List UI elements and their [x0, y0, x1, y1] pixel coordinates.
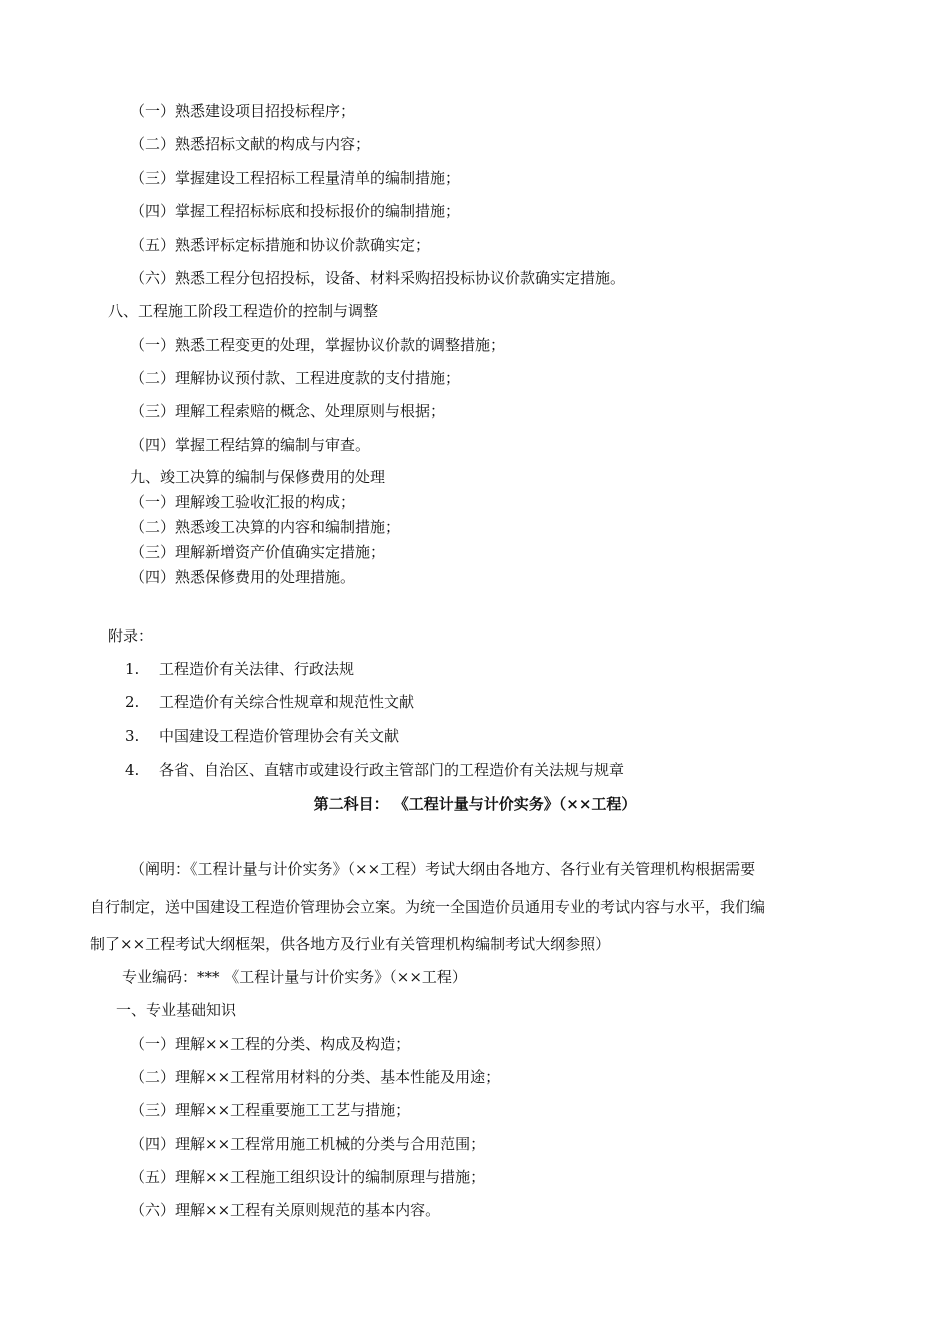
subject2-section1-item-6: （六）理解××工程有关原则规范的基本内容。 [130, 1201, 441, 1219]
subject2-section1-heading: 一、专业基础知识 [116, 1001, 237, 1019]
section7-item-3: （三）掌握建设工程招标工程量清单的编制措施； [130, 169, 461, 187]
appendix-item-2 [125, 692, 414, 712]
section8-item-1: （一）熟悉工程变更的处理，掌握协议价款的调整措施； [130, 336, 506, 354]
appendix-item-1 [125, 659, 354, 679]
appendix-item-text: 各省、自治区、直辖市或建设行政主管部门的工程造价有关法规与规章 [159, 761, 625, 779]
subject2-section1-item-1: （一）理解××工程的分类、构成及构造； [130, 1035, 411, 1053]
subject2-section1-item-3: （三）理解××工程重要施工工艺与措施； [130, 1101, 411, 1119]
subject2-code-line: 专业编码：*** 《工程计量与计价实务》（××工程） [122, 968, 467, 986]
section7-item-5: （五）熟悉评标定标措施和协议价款确实定； [130, 236, 431, 254]
appendix-item-number: 1. [125, 660, 140, 678]
section7-item-1: （一）熟悉建设项目招投标程序； [130, 102, 356, 120]
appendix-item-text: 工程造价有关法律、行政法规 [159, 660, 355, 678]
section8-heading: 八、工程施工阶段工程造价的控制与调整 [108, 302, 379, 320]
subject2-section1-item-2: （二）理解××工程常用材料的分类、基本性能及用途； [130, 1068, 501, 1086]
section8-item-4: （四）掌握工程结算的编制与审查。 [130, 436, 371, 454]
section9-heading: 九、竣工决算的编制与保修费用的处理 [130, 468, 386, 486]
appendix-item-4 [125, 760, 624, 780]
section7-item-2: （二）熟悉招标文献的构成与内容； [130, 135, 371, 153]
subject2-note-line-1: （阐明：《工程计量与计价实务》（××工程）考试大纲由各地方、各行业有关管理机构根据需要 [130, 860, 756, 878]
appendix-item-3 [125, 726, 399, 746]
appendix-item-number: 2. [125, 693, 140, 711]
appendix-item-number: 3. [125, 727, 140, 745]
subject2-note-line-2: 自行制定，送中国建设工程造价管理协会立案。为统一全国造价员通用专业的考试内容与水平，我们编 [90, 898, 766, 916]
appendix-item-text: 中国建设工程造价管理协会有关文献 [159, 727, 400, 745]
section9-item-1: （一）理解竣工验收汇报的构成； [130, 493, 356, 511]
subject2-title: 第二科目： 《工程计量与计价实务》（××工程） [313, 795, 637, 813]
section9-item-2: （二）熟悉竣工决算的内容和编制措施； [130, 518, 401, 536]
appendix-label: 附录： [108, 627, 154, 645]
section9-item-4: （四）熟悉保修费用的处理措施。 [130, 568, 356, 586]
section9-item-3: （三）理解新增资产价值确实定措施； [130, 543, 386, 561]
subject2-note-line-3: 制了××工程考试大纲框架，供各地方及行业有关管理机构编制考试大纲参照） [90, 935, 611, 953]
subject2-section1-item-4: （四）理解××工程常用施工机械的分类与合用范围； [130, 1135, 486, 1153]
section7-item-4: （四）掌握工程招标标底和投标报价的编制措施； [130, 202, 461, 220]
section8-item-3: （三）理解工程索赔的概念、处理原则与根据； [130, 402, 446, 420]
appendix-item-text: 工程造价有关综合性规章和规范性文献 [159, 693, 415, 711]
section8-item-2: （二）理解协议预付款、工程进度款的支付措施； [130, 369, 461, 387]
section7-item-6: （六）熟悉工程分包招投标，设备、材料采购招投标协议价款确实定措施。 [130, 269, 626, 287]
subject2-section1-item-5: （五）理解××工程施工组织设计的编制原理与措施； [130, 1168, 486, 1186]
appendix-item-number: 4. [125, 761, 140, 779]
